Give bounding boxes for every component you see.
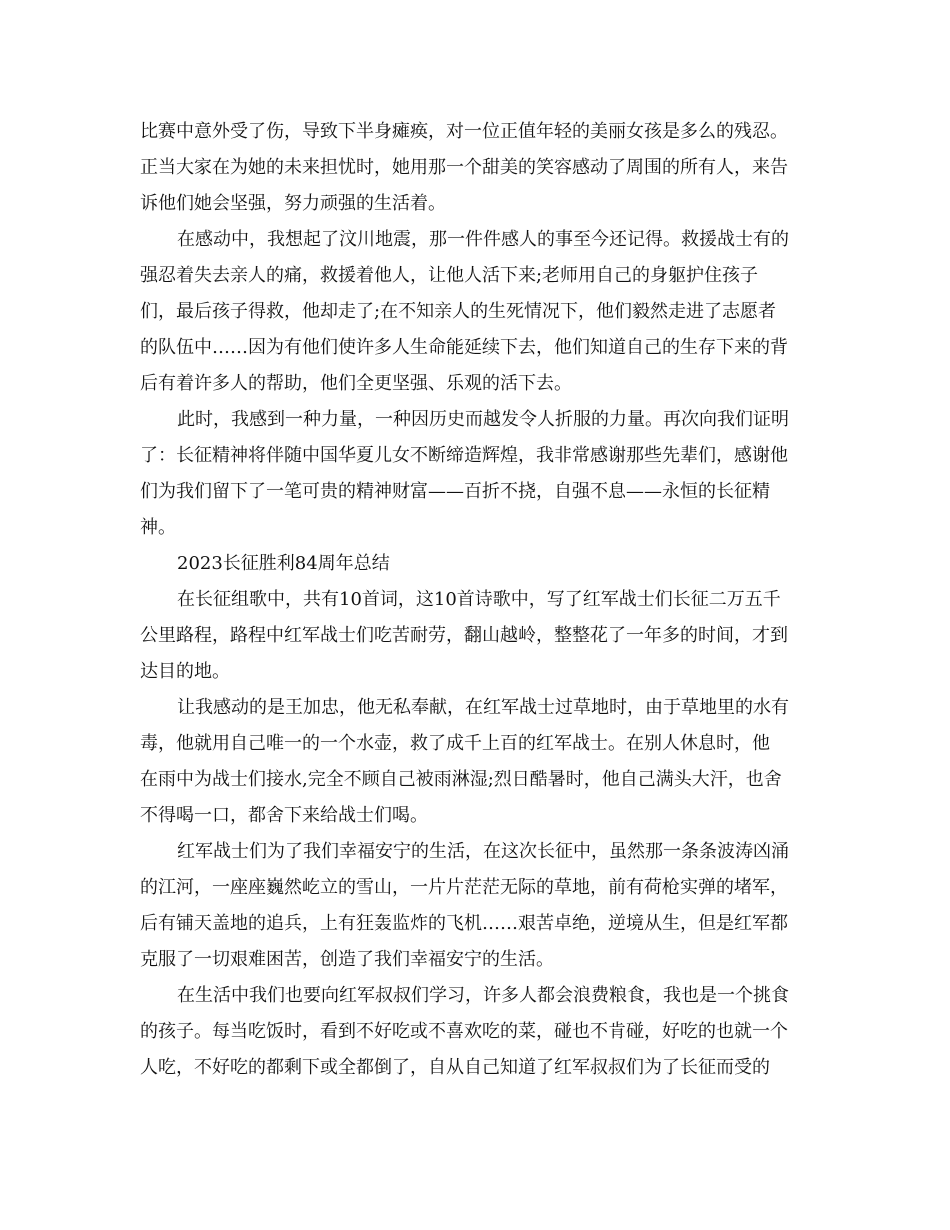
text-line: 正当大家在为她的未来担忧时，她用那一个甜美的笑容感动了周围的所有人，来告 bbox=[140, 157, 788, 178]
text-line: 诉他们她会坚强，努力顽强的生活着。 bbox=[140, 193, 446, 214]
text-line: 公里路程，路程中红军战士们吃苦耐劳，翻山越岭，整整花了一年多的时间，才到 bbox=[140, 625, 788, 646]
paragraph-start-line: 让我感动的是王加忠，他无私奉献，在红军战士过草地时，由于草地里的水有 bbox=[177, 697, 789, 718]
text-line: 后有着许多人的帮助，他们全更坚强、乐观的活下去。 bbox=[140, 373, 572, 394]
text-line: 的队伍中……因为有他们使许多人生命能延续下去，他们知道自己的生存下来的背 bbox=[140, 337, 788, 358]
text-line: 们，最后孩子得救，他却走了;在不知亲人的生死情况下，他们毅然走进了志愿者 bbox=[140, 301, 777, 322]
text-line: 毒，他就用自己唯一的一个水壶，救了成千上百的红军战士。在别人休息时，他 bbox=[140, 733, 770, 754]
paragraph-start-line: 在生活中我们也要向红军叔叔们学习，许多人都会浪费粮食，我也是一个挑食 bbox=[177, 985, 789, 1006]
paragraph-start-line: 在长征组歌中，共有10首词，这10首诗歌中，写了红军战士们长征二万五千 bbox=[177, 589, 781, 610]
text-line: 达目的地。 bbox=[140, 661, 230, 682]
paragraph-start-line: 此时，我感到一种力量，一种因历史而越发令人折服的力量。再次向我们证明 bbox=[177, 409, 789, 430]
text-line: 们为我们留下了一笔可贵的精神财富——百折不挠，自强不息——永恒的长征精 bbox=[140, 481, 770, 502]
text-line: 了：长征精神将伴随中国华夏儿女不断缔造辉煌，我非常感谢那些先辈们，感谢他 bbox=[140, 445, 788, 466]
text-line: 后有铺天盖地的追兵，上有狂轰监炸的飞机……艰苦卓绝，逆境从生，但是红军都 bbox=[140, 913, 788, 934]
text-line: 不得喝一口，都舍下来给战士们喝。 bbox=[140, 805, 428, 826]
text-line: 的孩子。每当吃饭时，看到不好吃或不喜欢吃的菜，碰也不肯碰，好吃的也就一个 bbox=[140, 1021, 788, 1042]
paragraph-start-line: 红军战士们为了我们幸福安宁的生活，在这次长征中，虽然那一条条波涛凶涌 bbox=[177, 841, 789, 862]
text-line: 在雨中为战士们接水,完全不顾自己被雨淋湿;烈日酷暑时，他自己满头大汗，也舍 bbox=[140, 769, 782, 790]
text-line: 比赛中意外受了伤，导致下半身瘫痪，对一位正值年轻的美丽女孩是多么的残忍。 bbox=[140, 121, 788, 142]
text-line: 强忍着失去亲人的痛，救援着他人，让他人活下来;老师用自己的身躯护住孩子 bbox=[140, 265, 759, 286]
text-line: 克服了一切艰难困苦，创造了我们幸福安宁的生活。 bbox=[140, 949, 554, 970]
section-heading: 2023长征胜利84周年总结 bbox=[177, 553, 390, 574]
text-line: 人吃，不好吃的都剩下或全都倒了，自从自己知道了红军叔叔们为了长征而受的 bbox=[140, 1057, 770, 1078]
text-line: 神。 bbox=[140, 517, 176, 538]
text-line: 的江河，一座座巍然屹立的雪山，一片片茫茫无际的草地，前有荷枪实弹的堵军， bbox=[140, 877, 788, 898]
paragraph-start-line: 在感动中，我想起了汶川地震，那一件件感人的事至今还记得。救援战士有的 bbox=[177, 229, 789, 250]
